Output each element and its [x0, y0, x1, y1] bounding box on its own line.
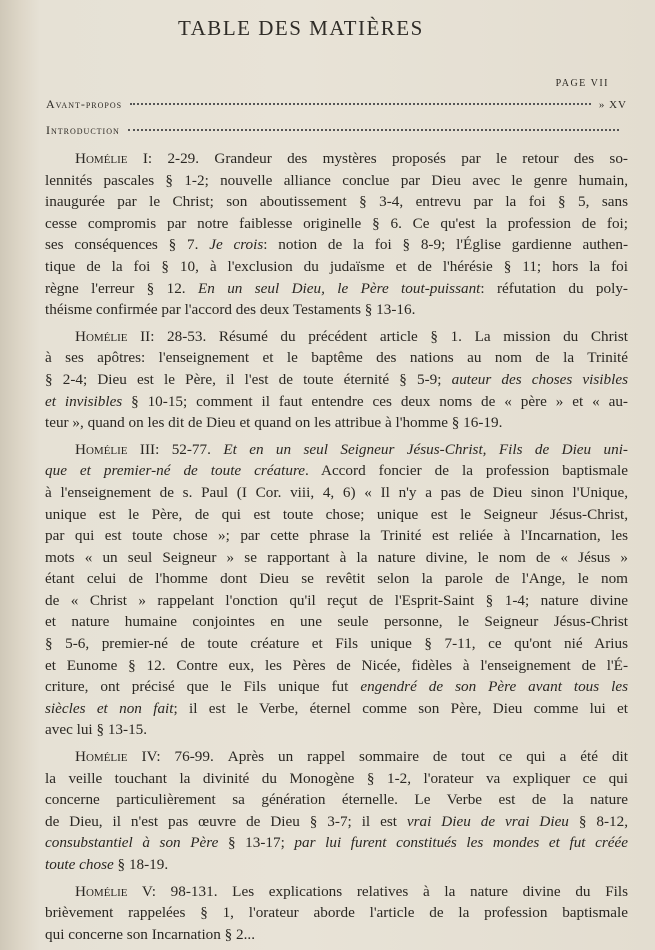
text-segment: règne l'erreur § 12. [45, 279, 198, 297]
text-segment: et nature humaine conjointes en une seule personne, le Seigneur Jésus-Christ [45, 613, 628, 631]
text-segment: cesse compromis par notre faiblesse originelle § 6. Ce qu'est la profession de foi; [45, 214, 628, 232]
text-segment: à l'enseignement de s. Paul (I Cor. viii, 4, 6) « Il n'y a pas de Dieu sinon l'Unique, [45, 483, 628, 501]
text-segment: Résumé du précédent article § 1. La mission du Christ [218, 327, 628, 345]
italic-text: vrai Dieu de vrai Dieu [406, 812, 569, 830]
text-segment: à ses apôtres: l'enseignement et le baptême des nations au nom de la Trinité [45, 349, 628, 367]
text-line [45, 191, 628, 213]
text-segment: ses conséquences § 7. [45, 236, 210, 254]
text-line [45, 902, 628, 924]
text-line [45, 811, 628, 833]
text-segment: mots « un seul Seigneur » se rapportant à la nature divine, le nom de « Jésus » [45, 548, 628, 566]
text-line [45, 568, 628, 590]
text-segment: § 18-19. [113, 856, 169, 873]
text-line [45, 525, 628, 547]
text-line [45, 326, 628, 348]
italic-text: par lui furent constitués les mondes et fut créée [294, 834, 628, 852]
toc-entry-avant-propos [46, 97, 627, 112]
italic-text: que et premier-né de toute créature [45, 462, 306, 480]
text-line [45, 655, 628, 677]
text-line [45, 611, 628, 633]
text-segment: tique de la foi § 10, à l'exclusion du judaïsme et de l'hérésie § 11; hors la foi [45, 257, 628, 275]
text-line [45, 746, 628, 768]
text-segment: brièvement rappelées § 1, l'orateur aborde l'article de la profession baptismale [45, 904, 628, 922]
text-line [45, 256, 628, 278]
text-line [45, 768, 628, 790]
text-segment: Grandeur des mystères proposés par le retour des so- [214, 150, 628, 167]
italic-text: toute chose [45, 856, 114, 873]
text-segment: étant celui de l'homme dont Dieu se revêtit selon la parole de l'Ange, le nom [45, 570, 628, 588]
text-segment: qui concerne son Incarnation § 2... [45, 925, 256, 943]
italic-text: siècles et non fait [45, 699, 174, 717]
leader-dots [128, 129, 619, 131]
text-segment: Après un rappel sommaire de tout ce qui a été dit [227, 748, 628, 766]
text-line [45, 881, 628, 903]
toc-entry-page: » XV [598, 99, 627, 111]
text-line [45, 633, 628, 655]
toc-entry-introduction [46, 123, 627, 138]
text-segment: : notion de la foi § 8-9; l'Église gardienne authen- [263, 236, 628, 254]
text-segment: concerne particulièrement sa génération éternelle. Le Verbe est de la nature [45, 791, 628, 809]
text-line [45, 412, 628, 434]
homily-heading: Homélie I: 2-29. [75, 150, 215, 167]
text-line [45, 213, 628, 235]
text-segment: Les explications relatives à la nature divine du Fils [232, 882, 628, 900]
italic-text: Je crois [209, 236, 264, 254]
text-segment: § 2-4; Dieu est le Père, il l'est de toute éternité § 5-9; [45, 370, 452, 388]
text-line [45, 719, 628, 741]
text-line [45, 170, 628, 192]
text-line [45, 482, 628, 504]
italic-text: En un seul Dieu, le Père tout-puissant [197, 279, 481, 297]
text-segment: de « Christ » rappelant l'onction qu'il reçut de l'Esprit-Saint § 1-4; nature divine [45, 591, 628, 609]
text-line [45, 234, 628, 256]
toc-entry-label: Avant-propos [46, 97, 123, 111]
text-line [45, 460, 628, 482]
text-segment: : réfutation du poly- [480, 279, 628, 297]
text-line [45, 439, 628, 461]
text-segment: avec lui § 13-15. [45, 721, 148, 739]
text-segment: § 10-15; comment il faut entendre ces deux noms de « père » et « au- [122, 392, 628, 410]
text-segment: ; il est le Verbe, éternel comme son Père, Dieu comme lui et [173, 699, 628, 717]
page-title: TABLE DES MATIÈRES [178, 16, 424, 40]
homily-entry [45, 148, 628, 321]
text-segment: . Accord foncier de la profession baptismale [305, 462, 628, 480]
text-line [45, 832, 628, 854]
toc-entry-label: Introduction [46, 123, 120, 137]
homily-entry [45, 326, 628, 434]
homily-entry [45, 439, 628, 741]
text-segment: de Dieu, il n'est pas œuvre de Dieu § 3-7; il est [45, 812, 407, 830]
text-line [45, 369, 628, 391]
homily-heading: Homélie III: 52-77. [75, 440, 224, 458]
text-line [45, 590, 628, 612]
text-line [45, 299, 628, 321]
italic-text: et invisibles [45, 392, 123, 410]
text-segment: criture, ont précisé que le Fils unique fut [45, 678, 361, 696]
homily-heading: Homélie IV: 76-99. [75, 748, 228, 766]
text-segment: unique est le Père, de qui est toute chose; unique est le Seigneur Jésus-Christ, [45, 505, 628, 523]
text-line [45, 924, 628, 946]
homily-heading: Homélie II: 28-53. [75, 327, 219, 345]
text-line [45, 698, 628, 720]
homily-heading: Homélie V: 98-131. [75, 882, 233, 900]
text-segment: inaugurée par le Christ; son aboutissement § 3-4, entrevu par la foi § 5, sans [45, 193, 628, 211]
text-segment: lennités pascales § 1-2; nouvelle alliance conclue par Dieu avec le genre humain, [45, 171, 628, 189]
text-line [45, 148, 628, 170]
text-line [45, 547, 628, 569]
text-segment: § 5-6, premier-né de toute créature et Fils unique § 7-11, ce qu'ont nié Arius [45, 635, 628, 653]
page-column-header: PAGE VII [555, 78, 609, 89]
text-segment: et Eunome § 12. Contre eux, les Pères de Nicée, fidèles à l'enseignement de l'É- [45, 656, 628, 674]
italic-text: Et en un seul Seigneur Jésus-Christ, Fils de Dieu uni- [223, 440, 628, 458]
text-segment: teur », quand on les dit de Dieu et quand on les attribue à l'homme § 16-19. [45, 414, 503, 432]
text-segment: § 13-17; [218, 834, 295, 852]
text-line [45, 504, 628, 526]
homily-entry [45, 746, 628, 876]
text-segment: la veille touchant la divinité du Monogène § 1-2, l'orateur va expliquer ce qui [45, 769, 628, 787]
text-line [45, 278, 628, 300]
text-line [45, 347, 628, 369]
italic-text: engendré de son Père avant tous les [360, 678, 628, 696]
text-segment: par qui est toute chose »; par cette phrase la Trinité est reliée à l'Incarnation, les [45, 527, 628, 545]
text-line [45, 789, 628, 811]
italic-text: consubstantiel à son Père [45, 834, 219, 852]
text-line [45, 391, 628, 413]
text-segment: théisme confirmée par l'accord des deux Testaments § 13-16. [45, 301, 416, 319]
italic-text: auteur des choses visibles [451, 370, 628, 388]
text-line [45, 854, 628, 876]
text-line [45, 676, 628, 698]
homily-entry [45, 881, 628, 946]
text-segment: § 8-12, [568, 812, 628, 830]
leader-dots [130, 103, 591, 105]
toc-body [45, 148, 628, 950]
